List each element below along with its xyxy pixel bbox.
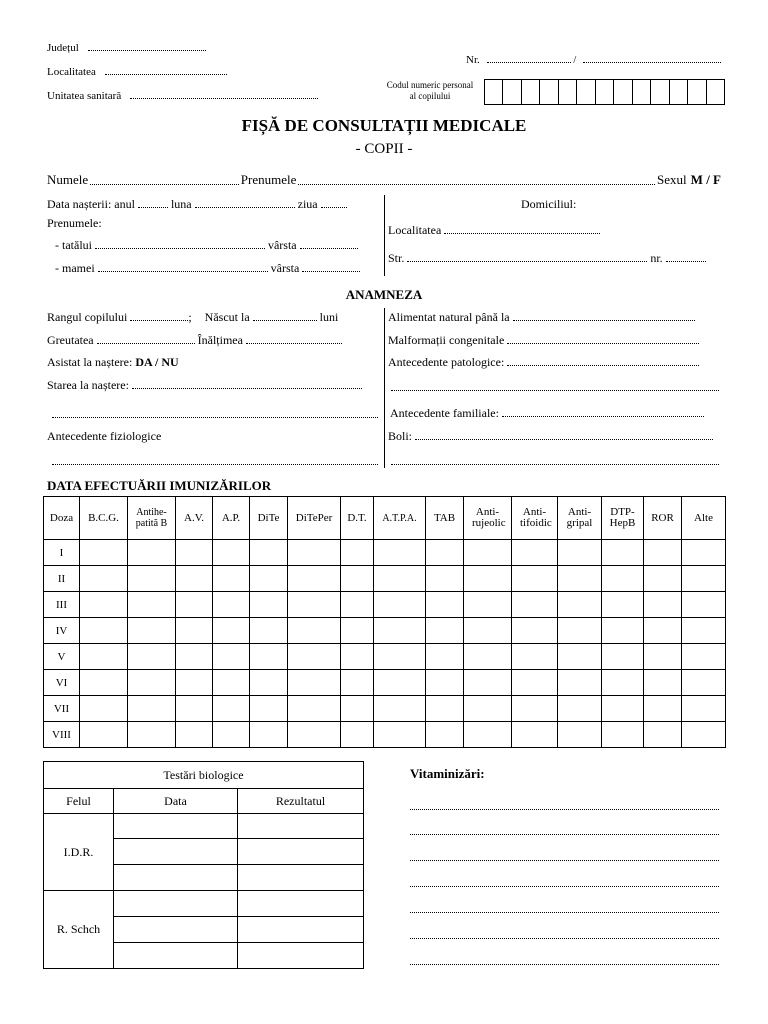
col-header: DiTePer	[288, 497, 341, 540]
table-row	[44, 540, 726, 566]
col-header: Anti-rujeolic	[464, 497, 512, 540]
mother-row	[55, 261, 360, 276]
unitate-field[interactable]	[47, 90, 318, 102]
cnp-box[interactable]	[540, 80, 558, 104]
table-row	[44, 696, 726, 722]
greutate-row	[47, 333, 342, 348]
prenumele-input[interactable]	[298, 184, 655, 185]
alimentat-row	[388, 310, 695, 325]
nr-field[interactable]	[466, 54, 721, 66]
immunization-heading: DATA EFECTUĂRII IMUNIZĂRILOR	[47, 478, 272, 493]
father-label: - tatălui	[55, 238, 92, 252]
father-input[interactable]	[95, 248, 265, 249]
col-felul: Felul	[44, 789, 114, 814]
rangul-sep: ;	[188, 310, 192, 324]
starea-input-2[interactable]	[52, 417, 378, 418]
col-header: DTP-HepB	[602, 497, 644, 540]
biological-tests-table	[43, 761, 364, 969]
boli-label: Boli:	[388, 429, 413, 443]
page-title: FIȘĂ DE CONSULTAȚII MEDICALE	[241, 116, 527, 135]
localitate-field[interactable]	[47, 66, 227, 78]
mother-label: - mamei	[55, 261, 95, 275]
col-header: TAB	[426, 497, 464, 540]
alimentat-input[interactable]	[513, 320, 695, 321]
idr-label: I.D.R.	[44, 814, 114, 891]
col-header: Anti-tifoidic	[512, 497, 558, 540]
cnp-box[interactable]	[670, 80, 688, 104]
name-row	[47, 172, 721, 188]
vitamins-heading: Vitaminizări:	[410, 766, 485, 781]
dose-label: VI	[44, 670, 80, 696]
alimentat-label: Alimentat natural până la	[388, 310, 510, 324]
antecedente-fam-row	[390, 406, 704, 421]
mother-input[interactable]	[98, 271, 268, 272]
antecedente-pat-input-2[interactable]	[391, 390, 719, 391]
dose-label: IV	[44, 618, 80, 644]
antecedente-fiz-input[interactable]	[52, 464, 378, 465]
boli-input[interactable]	[415, 439, 713, 440]
dose-label: II	[44, 566, 80, 592]
inaltime-input[interactable]	[246, 343, 342, 344]
inaltime-label: Înălțimea	[197, 333, 243, 347]
birth-day-input[interactable]	[321, 207, 347, 208]
vitamin-line[interactable]	[410, 964, 719, 965]
father-age-input[interactable]	[300, 248, 358, 249]
malformatii-label: Malformații congenitale	[388, 333, 505, 347]
localitate-label: Localitatea	[47, 66, 96, 78]
cnp-boxes[interactable]	[484, 79, 725, 105]
rangul-label: Rangul copilului	[47, 310, 128, 324]
cnp-label	[376, 80, 484, 102]
greutate-input[interactable]	[97, 343, 195, 344]
antecedente-fiz-label: Antecedente fiziologice	[47, 429, 162, 443]
boli-input-2[interactable]	[391, 464, 719, 465]
judet-field[interactable]	[47, 42, 206, 54]
vitamin-line[interactable]	[410, 912, 719, 913]
table-row	[44, 722, 726, 748]
street-label: Str.	[388, 251, 405, 265]
nr-input[interactable]	[487, 62, 571, 63]
asistat-label: Asistat la naștere:	[47, 355, 133, 369]
bio-title: Testări biologice	[44, 762, 364, 789]
col-header: Doza	[44, 497, 80, 540]
boli-row	[388, 429, 713, 444]
col-header: ROR	[644, 497, 682, 540]
col-header: Alte	[682, 497, 726, 540]
dom-localitate-input[interactable]	[444, 233, 600, 234]
nascut-label: Născut la	[204, 310, 250, 324]
street-nr-input[interactable]	[666, 261, 706, 262]
asistat-options[interactable]: DA / NU	[135, 355, 179, 369]
starea-label: Starea la naștere:	[47, 378, 129, 392]
sex-options[interactable]: M / F	[690, 172, 721, 187]
col-header: Antihe-patită B	[128, 497, 176, 540]
schick-label: R. Schch	[44, 891, 114, 969]
birth-month-label: luna	[170, 197, 192, 211]
asistat-row	[47, 355, 179, 370]
table-row	[44, 566, 726, 592]
dom-localitate-label: Localitatea	[388, 223, 442, 237]
mother-age-input[interactable]	[302, 271, 360, 272]
antecedente-fam-label: Antecedente familiale:	[390, 406, 499, 420]
numele-input[interactable]	[90, 184, 239, 185]
judet-label: Județul	[47, 42, 79, 54]
dom-street-row	[388, 251, 706, 266]
col-data: Data	[114, 789, 238, 814]
anamneza-heading: ANAMNEZA	[345, 287, 423, 302]
nr-label: Nr.	[466, 54, 480, 66]
page-subtitle: - COPII -	[355, 141, 413, 157]
immunization-header-row	[44, 497, 726, 540]
cnp-box[interactable]	[485, 80, 503, 104]
immunization-table	[43, 496, 726, 748]
malformatii-input[interactable]	[507, 343, 699, 344]
table-row	[44, 670, 726, 696]
antecedente-fam-input[interactable]	[502, 416, 704, 417]
nr-separator: /	[573, 54, 577, 66]
col-header: A.T.P.A.	[374, 497, 426, 540]
cnp-box[interactable]	[614, 80, 632, 104]
anamneza-divider	[384, 308, 385, 468]
col-header: Anti-gripal	[558, 497, 602, 540]
col-header: A.P.	[213, 497, 250, 540]
street-nr-label: nr.	[650, 251, 663, 265]
localitate-input[interactable]	[105, 74, 227, 75]
birth-day-label: ziua	[297, 197, 318, 211]
col-rezultat: Rezultatul	[238, 789, 364, 814]
parents-label: Prenumele:	[47, 216, 102, 230]
prenumele-label: Prenumele	[240, 172, 297, 187]
birth-year-input[interactable]	[138, 207, 168, 208]
vitamin-line[interactable]	[410, 860, 719, 861]
col-header: B.C.G.	[80, 497, 128, 540]
col-header: DiTe	[250, 497, 288, 540]
domiciliu-label: Domiciliul:	[521, 197, 577, 211]
cnp-box[interactable]	[559, 80, 577, 104]
nr-input-2[interactable]	[583, 62, 721, 63]
dose-label: VIII	[44, 722, 80, 748]
sexul-label: Sexul	[657, 172, 687, 187]
col-header: D.T.	[341, 497, 374, 540]
starea-row	[47, 378, 362, 393]
identity-divider	[384, 195, 385, 276]
dose-label: V	[44, 644, 80, 670]
vitamin-line[interactable]	[410, 938, 719, 939]
birth-month-input[interactable]	[195, 207, 295, 208]
cnp-box[interactable]	[577, 80, 595, 104]
starea-input[interactable]	[132, 388, 362, 389]
cnp-box[interactable]	[707, 80, 724, 104]
father-row	[55, 238, 358, 253]
vitamin-line[interactable]	[410, 886, 719, 887]
cnp-label-line2: al copilului	[409, 91, 451, 101]
birth-year-label: Data nașterii: anul	[47, 197, 135, 211]
luni-label: luni	[319, 310, 339, 324]
greutate-label: Greutatea	[47, 333, 94, 347]
antecedente-pat-label: Antecedente patologice:	[388, 355, 505, 369]
cnp-label-line1: Codul numeric personal	[386, 80, 474, 90]
dom-localitate-row	[388, 223, 600, 238]
rangul-input[interactable]	[130, 320, 188, 321]
cnp-box[interactable]	[633, 80, 651, 104]
dose-label: VII	[44, 696, 80, 722]
table-row	[44, 644, 726, 670]
judet-input[interactable]	[88, 50, 206, 51]
col-header: A.V.	[176, 497, 213, 540]
table-row	[44, 618, 726, 644]
antecedente-pat-input[interactable]	[507, 365, 699, 366]
unitate-label: Unitatea sanitară	[47, 90, 122, 102]
father-age-label: vârsta	[267, 238, 297, 252]
malformatii-row	[388, 333, 699, 348]
street-input[interactable]	[407, 261, 647, 262]
cnp-box[interactable]	[522, 80, 540, 104]
vitamin-line[interactable]	[410, 834, 719, 835]
cnp-box[interactable]	[596, 80, 614, 104]
dose-label: I	[44, 540, 80, 566]
cnp-box[interactable]	[688, 80, 706, 104]
vitamin-line[interactable]	[410, 809, 719, 810]
rangul-row	[47, 310, 338, 325]
cnp-box[interactable]	[651, 80, 669, 104]
cnp-box[interactable]	[503, 80, 521, 104]
antecedente-pat-row	[388, 355, 699, 370]
birth-date-row	[47, 197, 347, 212]
numele-label: Numele	[47, 172, 89, 187]
table-row	[44, 592, 726, 618]
nascut-input[interactable]	[253, 320, 317, 321]
dose-label: III	[44, 592, 80, 618]
mother-age-label: vârsta	[270, 261, 300, 275]
unitate-input[interactable]	[130, 98, 318, 99]
